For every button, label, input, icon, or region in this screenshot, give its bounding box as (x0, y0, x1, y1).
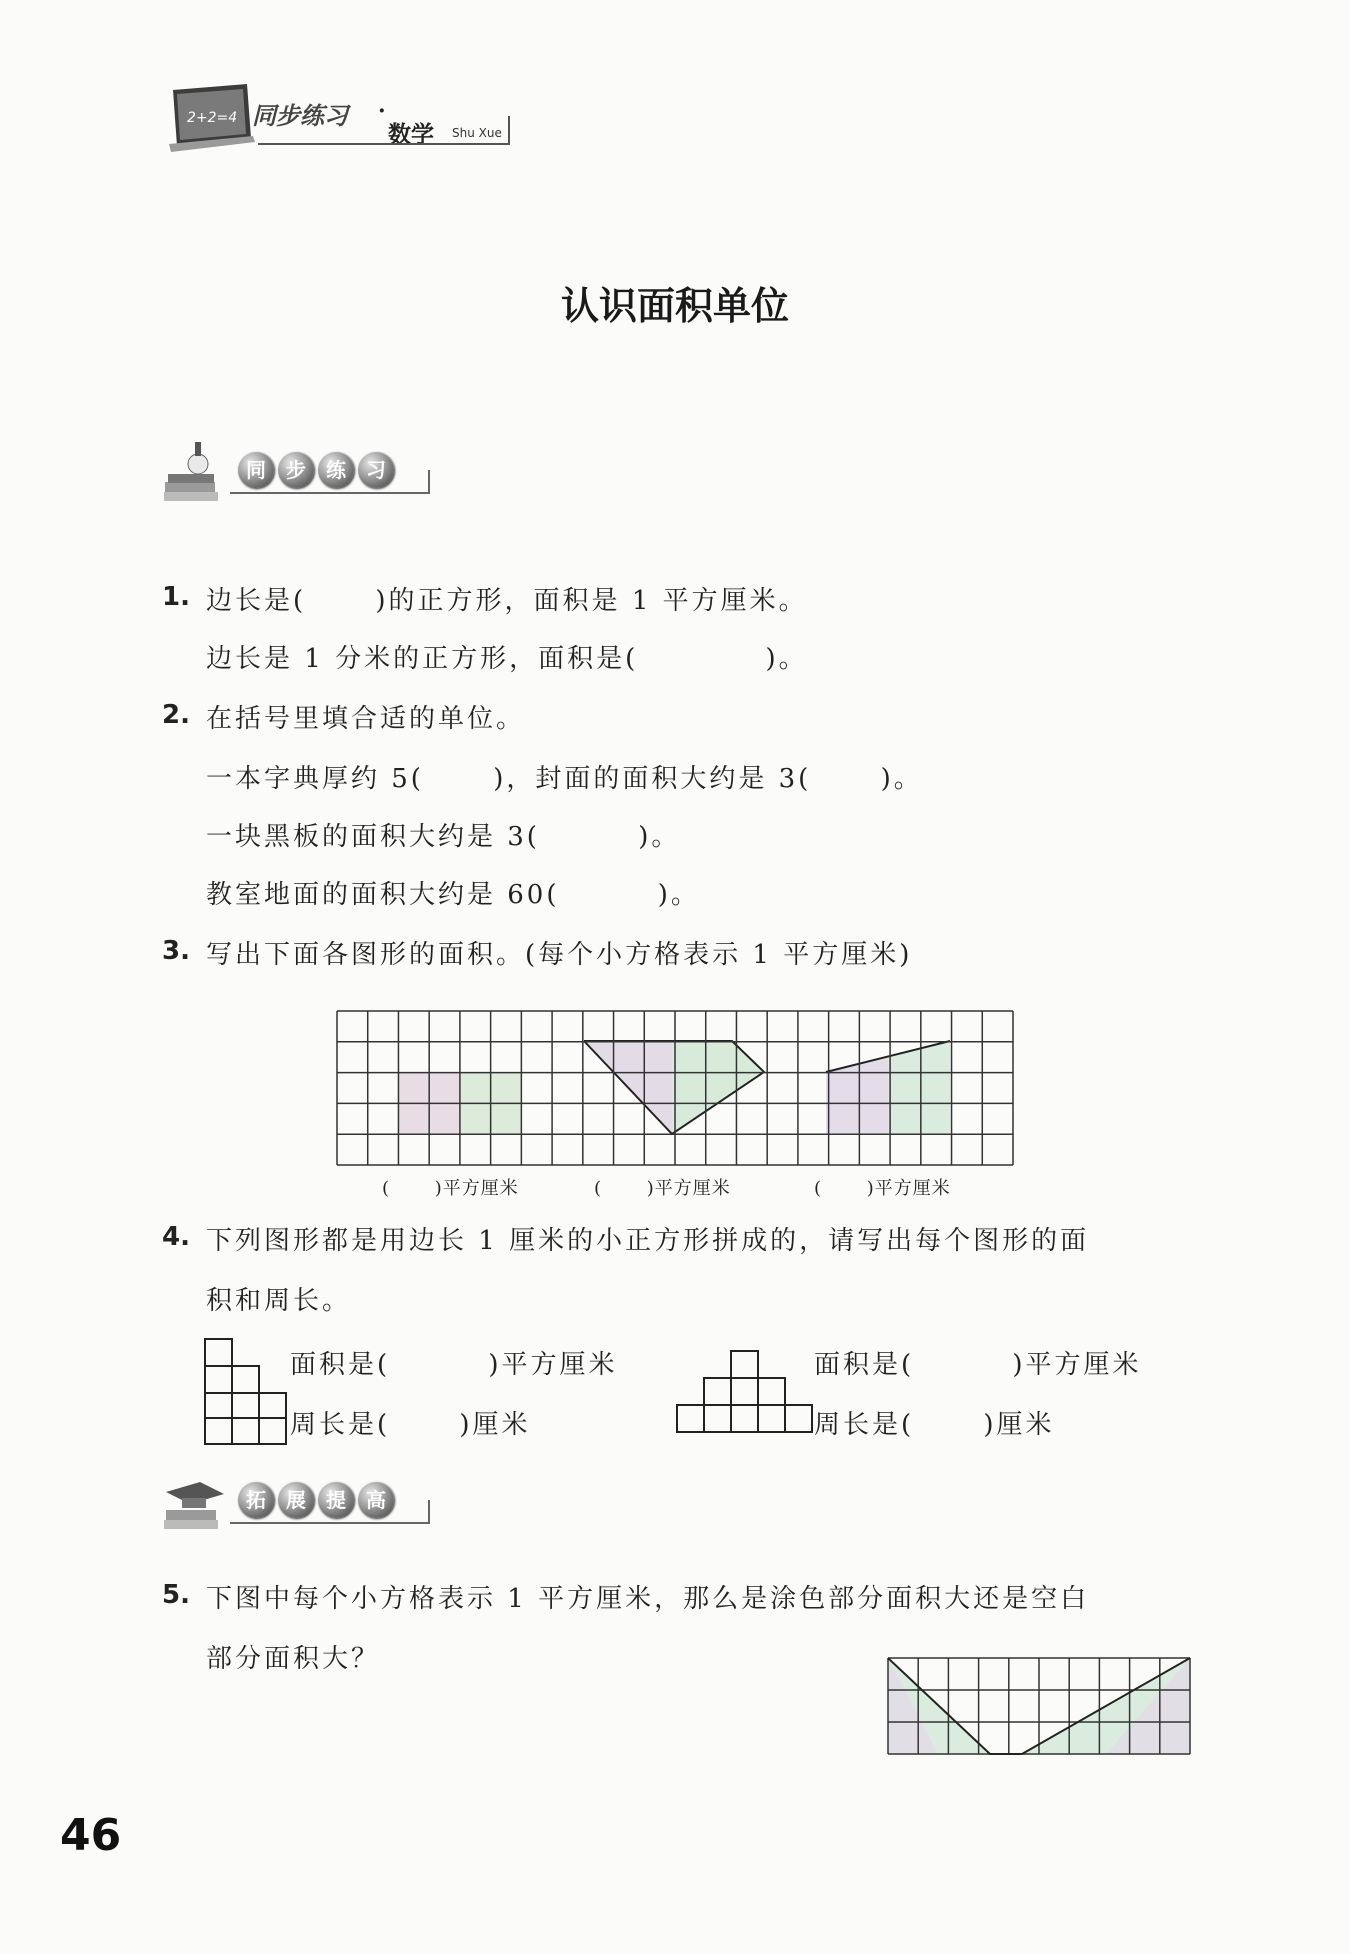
question-number: 3. (162, 936, 190, 966)
page-number: 46 (60, 1810, 122, 1861)
section-badge-char: 展 (278, 1482, 314, 1518)
blackboard-logo-icon (165, 80, 255, 155)
section-badge-char: 高 (358, 1482, 394, 1518)
q4-area-label-right: 面积是( )平方厘米 (814, 1350, 1142, 1380)
q4-pyramid-figure (676, 1350, 814, 1434)
q4-perimeter-label-left: 周长是( )厘米 (290, 1410, 531, 1440)
q2-line2: 一块黑板的面积大约是 3( )。 (206, 822, 681, 852)
section-badge-char: 步 (278, 452, 314, 488)
q3-caption-2: ( )平方厘米 (594, 1178, 731, 1199)
q1-line1: 边长是( )的正方形，面积是 1 平方厘米。 (206, 586, 808, 616)
books-lamp-icon (160, 440, 230, 510)
q4-line1: 积和周长。 (206, 1286, 352, 1316)
q4-line0: 下列图形都是用边长 1 厘米的小正方形拼成的，请写出每个图形的面 (206, 1226, 1090, 1256)
q4-staircase-figure (204, 1338, 294, 1446)
section-sync-practice (160, 440, 460, 510)
header-dot: · (378, 98, 386, 124)
header-tag: 同步练习 (252, 102, 348, 130)
section-badge-char: 习 (358, 452, 394, 488)
section-badge-char: 练 (318, 452, 354, 488)
section-badge-char: 提 (318, 1482, 354, 1518)
header-pinyin: Shu Xue (452, 126, 502, 140)
page-title: 认识面积单位 (560, 284, 789, 328)
section-badge-char: 拓 (238, 1482, 274, 1518)
q5-line1: 部分面积大？ (206, 1644, 381, 1674)
books-cap-icon (160, 1470, 230, 1540)
section-badge-char: 同 (238, 452, 274, 488)
q5-line0: 下图中每个小方格表示 1 平方厘米，那么是涂色部分面积大还是空白 (206, 1584, 1090, 1614)
q3-line0: 写出下面各图形的面积。(每个小方格表示 1 平方厘米) (206, 940, 913, 970)
board-text: 2+2=4 (187, 110, 238, 126)
question-number: 1. (162, 582, 190, 612)
q4-area-label-left: 面积是( )平方厘米 (290, 1350, 618, 1380)
header-divider (258, 143, 510, 145)
q2-line0: 在括号里填合适的单位。 (206, 704, 526, 734)
q3-caption-3: ( )平方厘米 (814, 1178, 951, 1199)
q3-caption-1: ( )平方厘米 (382, 1178, 519, 1199)
q5-grid-figure (886, 1656, 1192, 1758)
q4-perimeter-label-right: 周长是( )厘米 (814, 1410, 1055, 1440)
question-number: 5. (162, 1580, 190, 1610)
header-subject: 数学 (388, 122, 434, 148)
question-number: 4. (162, 1222, 190, 1252)
question-number: 2. (162, 700, 190, 730)
q2-line3: 教室地面的面积大约是 60( )。 (206, 880, 700, 910)
q3-grid-figure (336, 1010, 1016, 1166)
header-divider-end (508, 116, 510, 144)
q1-line2: 边长是 1 分米的正方形，面积是( )。 (206, 644, 808, 674)
section-extend-improve (160, 1470, 460, 1540)
q2-line1: 一本字典厚约 5( )，封面的面积大约是 3( )。 (206, 764, 923, 794)
